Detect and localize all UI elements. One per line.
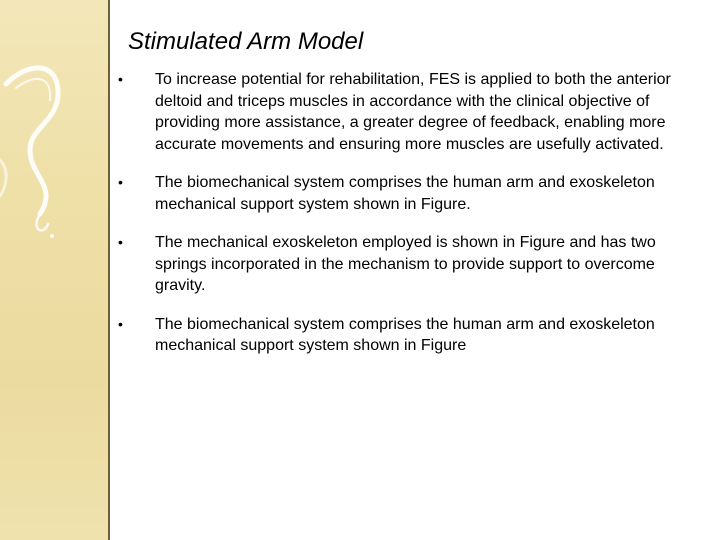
bullet-item: [118, 69, 698, 155]
bullet-text: The mechanical exoskeleton employed is shown in Figure and has two springs incorporated in the mechanism to provide support to overcome gravity.: [155, 234, 656, 294]
bullet-text: The biomechanical system comprises the human arm and exoskeleton mechanical support system shown in Figure.: [155, 174, 655, 213]
bullet-text: The biomechanical system comprises the human arm and exoskeleton mechanical support system shown in Figure: [155, 315, 655, 354]
bullet-marker: •: [118, 234, 123, 250]
bullet-item: [118, 232, 698, 297]
vertical-divider: [108, 0, 110, 540]
slide-title: Stimulated Arm Model: [128, 28, 364, 55]
bullet-list: [118, 69, 698, 374]
bullet-marker: •: [118, 315, 123, 332]
bullet-marker: •: [118, 174, 123, 190]
bullet-item: [118, 172, 698, 215]
bullet-marker: •: [118, 71, 123, 87]
swirl-ornament-icon: [0, 0, 108, 540]
bullet-text: To increase potential for rehabilitation, FES is applied to both the anterior deltoid and triceps muscles in accordance with the clinical objective of providing more assistance, a greater degree of feedback, enabling more accurate movements and ensuring more muscles are usefully activated.: [155, 71, 671, 153]
bullet-item: [118, 314, 698, 357]
